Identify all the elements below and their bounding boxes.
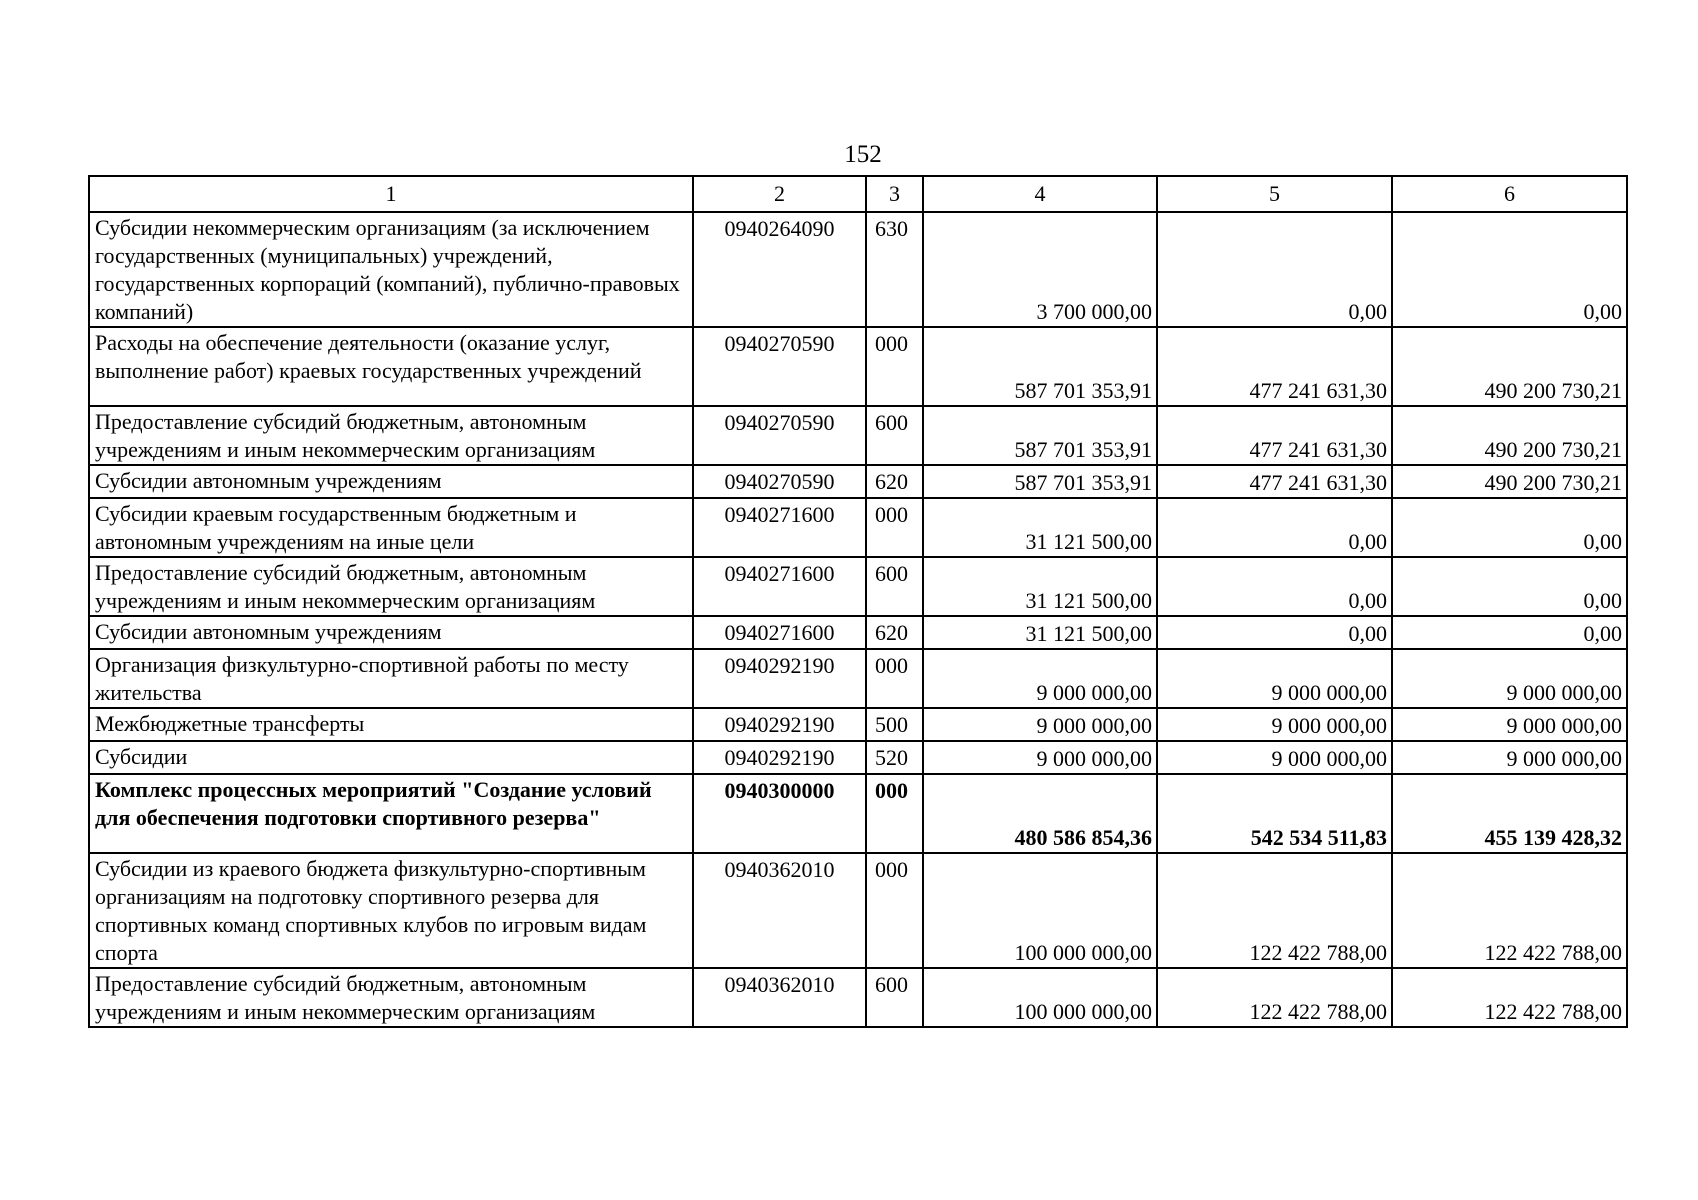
row-value-col4-cell: 587 701 353,91 bbox=[923, 465, 1157, 498]
row-value-col4-cell: 100 000 000,00 bbox=[923, 853, 1157, 968]
row-value-col5-cell: 542 534 511,83 bbox=[1157, 774, 1392, 853]
row-expense-type-cell: 620 bbox=[866, 465, 923, 498]
row-code-cell: 0940270590 bbox=[693, 406, 866, 465]
table-row bbox=[89, 557, 1627, 616]
row-expense-type-cell: 600 bbox=[866, 968, 923, 1027]
column-header-4: 4 bbox=[923, 176, 1157, 212]
row-value-col6-cell: 490 200 730,21 bbox=[1392, 465, 1627, 498]
budget-table bbox=[88, 175, 1628, 1028]
row-code-cell: 0940271600 bbox=[693, 616, 866, 649]
row-expense-type-cell: 000 bbox=[866, 774, 923, 853]
row-value-col6-cell: 490 200 730,21 bbox=[1392, 406, 1627, 465]
row-name-cell: Субсидии автономным учреждениям bbox=[89, 465, 693, 498]
row-value-col6-cell: 0,00 bbox=[1392, 498, 1627, 557]
row-expense-type-cell: 000 bbox=[866, 327, 923, 406]
row-value-col6-cell: 455 139 428,32 bbox=[1392, 774, 1627, 853]
row-code-cell: 0940362010 bbox=[693, 853, 866, 968]
row-code-cell: 0940271600 bbox=[693, 498, 866, 557]
row-value-col5-cell: 9 000 000,00 bbox=[1157, 741, 1392, 774]
row-value-col4-cell: 100 000 000,00 bbox=[923, 968, 1157, 1027]
table-row bbox=[89, 406, 1627, 465]
row-name-cell: Субсидии некоммерческим организациям (за исключением государственных (муниципальных) учреждений, государственных корпораций (компаний), публично-правовых компаний) bbox=[89, 212, 693, 327]
row-name-cell: Субсидии bbox=[89, 741, 693, 774]
row-expense-type-cell: 000 bbox=[866, 649, 923, 708]
row-value-col6-cell: 122 422 788,00 bbox=[1392, 968, 1627, 1027]
column-header-6: 6 bbox=[1392, 176, 1627, 212]
row-name-cell: Межбюджетные трансферты bbox=[89, 708, 693, 741]
row-name-cell: Предоставление субсидий бюджетным, автономным учреждениям и иным некоммерческим организациям bbox=[89, 968, 693, 1027]
row-code-cell: 0940362010 bbox=[693, 968, 866, 1027]
row-value-col5-cell: 477 241 631,30 bbox=[1157, 465, 1392, 498]
row-code-cell: 0940270590 bbox=[693, 327, 866, 406]
column-header-5: 5 bbox=[1157, 176, 1392, 212]
row-value-col6-cell: 0,00 bbox=[1392, 616, 1627, 649]
table-row bbox=[89, 212, 1627, 327]
row-expense-type-cell: 000 bbox=[866, 853, 923, 968]
table-row bbox=[89, 649, 1627, 708]
row-value-col4-cell: 31 121 500,00 bbox=[923, 498, 1157, 557]
row-expense-type-cell: 500 bbox=[866, 708, 923, 741]
row-value-col5-cell: 0,00 bbox=[1157, 616, 1392, 649]
page-number: 152 bbox=[844, 141, 882, 168]
row-value-col6-cell: 9 000 000,00 bbox=[1392, 649, 1627, 708]
row-name-cell: Предоставление субсидий бюджетным, автономным учреждениям и иным некоммерческим организациям bbox=[89, 406, 693, 465]
row-value-col6-cell: 490 200 730,21 bbox=[1392, 327, 1627, 406]
column-header-1: 1 bbox=[89, 176, 693, 212]
row-value-col4-cell: 587 701 353,91 bbox=[923, 406, 1157, 465]
row-name-cell: Организация физкультурно-спортивной работы по месту жительства bbox=[89, 649, 693, 708]
row-expense-type-cell: 000 bbox=[866, 498, 923, 557]
table-row bbox=[89, 498, 1627, 557]
row-value-col4-cell: 9 000 000,00 bbox=[923, 708, 1157, 741]
row-name-cell: Субсидии краевым государственным бюджетным и автономным учреждениям на иные цели bbox=[89, 498, 693, 557]
row-value-col4-cell: 9 000 000,00 bbox=[923, 741, 1157, 774]
row-value-col4-cell: 587 701 353,91 bbox=[923, 327, 1157, 406]
row-value-col5-cell: 122 422 788,00 bbox=[1157, 853, 1392, 968]
table-row bbox=[89, 708, 1627, 741]
table-row bbox=[89, 616, 1627, 649]
table-row bbox=[89, 465, 1627, 498]
row-value-col4-cell: 31 121 500,00 bbox=[923, 557, 1157, 616]
row-expense-type-cell: 600 bbox=[866, 406, 923, 465]
row-name-cell: Субсидии автономным учреждениям bbox=[89, 616, 693, 649]
row-value-col5-cell: 477 241 631,30 bbox=[1157, 406, 1392, 465]
row-expense-type-cell: 630 bbox=[866, 212, 923, 327]
table-row bbox=[89, 774, 1627, 853]
row-value-col4-cell: 31 121 500,00 bbox=[923, 616, 1157, 649]
table-row bbox=[89, 968, 1627, 1027]
row-name-cell: Предоставление субсидий бюджетным, автономным учреждениям и иным некоммерческим организациям bbox=[89, 557, 693, 616]
row-code-cell: 0940292190 bbox=[693, 708, 866, 741]
row-value-col4-cell: 9 000 000,00 bbox=[923, 649, 1157, 708]
table-body bbox=[89, 212, 1627, 1027]
row-code-cell: 0940300000 bbox=[693, 774, 866, 853]
row-value-col5-cell: 9 000 000,00 bbox=[1157, 649, 1392, 708]
row-code-cell: 0940264090 bbox=[693, 212, 866, 327]
row-code-cell: 0940292190 bbox=[693, 649, 866, 708]
row-value-col4-cell: 3 700 000,00 bbox=[923, 212, 1157, 327]
row-value-col6-cell: 9 000 000,00 bbox=[1392, 708, 1627, 741]
row-code-cell: 0940292190 bbox=[693, 741, 866, 774]
row-value-col5-cell: 0,00 bbox=[1157, 557, 1392, 616]
row-name-cell: Субсидии из краевого бюджета физкультурно-спортивным организациям на подготовку спортивного резерва для спортивных команд спортивных клубов по игровым видам спорта bbox=[89, 853, 693, 968]
row-expense-type-cell: 620 bbox=[866, 616, 923, 649]
row-value-col6-cell: 122 422 788,00 bbox=[1392, 853, 1627, 968]
table-row bbox=[89, 327, 1627, 406]
table-row bbox=[89, 741, 1627, 774]
row-value-col5-cell: 477 241 631,30 bbox=[1157, 327, 1392, 406]
row-expense-type-cell: 600 bbox=[866, 557, 923, 616]
row-name-cell: Комплекс процессных мероприятий "Создание условий для обеспечения подготовки спортивного резерва" bbox=[89, 774, 693, 853]
column-header-2: 2 bbox=[693, 176, 866, 212]
row-name-cell: Расходы на обеспечение деятельности (оказание услуг, выполнение работ) краевых государственных учреждений bbox=[89, 327, 693, 406]
row-code-cell: 0940270590 bbox=[693, 465, 866, 498]
row-value-col4-cell: 480 586 854,36 bbox=[923, 774, 1157, 853]
row-value-col6-cell: 9 000 000,00 bbox=[1392, 741, 1627, 774]
row-value-col5-cell: 122 422 788,00 bbox=[1157, 968, 1392, 1027]
row-value-col5-cell: 9 000 000,00 bbox=[1157, 708, 1392, 741]
row-value-col5-cell: 0,00 bbox=[1157, 212, 1392, 327]
column-header-3: 3 bbox=[866, 176, 923, 212]
row-value-col5-cell: 0,00 bbox=[1157, 498, 1392, 557]
row-code-cell: 0940271600 bbox=[693, 557, 866, 616]
row-value-col6-cell: 0,00 bbox=[1392, 212, 1627, 327]
table-header-row bbox=[89, 176, 1627, 212]
row-expense-type-cell: 520 bbox=[866, 741, 923, 774]
row-value-col6-cell: 0,00 bbox=[1392, 557, 1627, 616]
table-row bbox=[89, 853, 1627, 968]
